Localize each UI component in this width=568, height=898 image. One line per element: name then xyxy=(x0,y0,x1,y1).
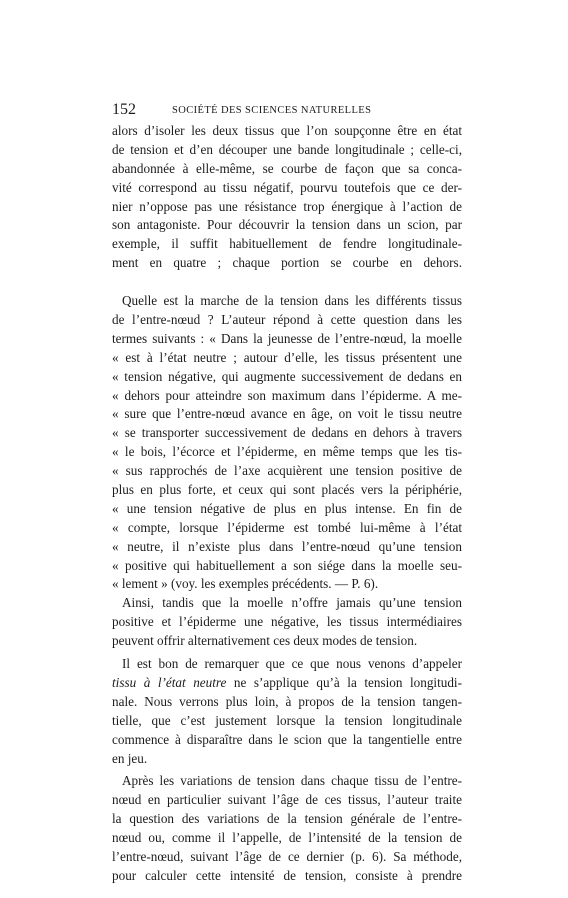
text-line: « compte, lorsque l’épiderme est tombé lui-même à l’état xyxy=(112,519,462,535)
text-line: nale. Nous verrons plus loin, à propos de la tension tangen- xyxy=(112,693,462,709)
text-line: l’entre-nœud, suivant l’âge de ce dernier (p. 6). Sa méthode, xyxy=(112,848,462,864)
text-fragment: ne s’applique qu’à la tension longitudi- xyxy=(226,674,462,690)
text-line: Ainsi, tandis que la moelle n’offre jamais qu’une tension xyxy=(122,595,462,611)
page-header xyxy=(112,100,462,122)
text-line: abandonnée à elle-même, se courbe de façon que sa conca- xyxy=(112,160,462,176)
text-line: peuvent offrir alternativement ces deux modes de tension. xyxy=(112,633,418,649)
text-line: son antagoniste. Pour découvrir la tension dans un scion, par xyxy=(112,217,462,233)
text-line: commence à disparaître dans le scion que la tangentielle entre xyxy=(112,731,462,747)
italic-term: tissu à l’état neutre xyxy=(112,674,227,690)
paragraph-3 xyxy=(112,594,462,651)
text-line: tielle, que c’est justement lorsque la tension longitudinale xyxy=(112,712,462,728)
text-line: « positive qui habituellement a son siége dans la moelle seu- xyxy=(112,557,462,573)
text-line: termes suivants : « Dans la jeunesse de l’entre-nœud, la moelle xyxy=(112,330,462,346)
text-line: nœud en particulier suivant l’âge de ces tissus, l’auteur traite xyxy=(112,792,462,808)
paragraph-1 xyxy=(112,122,462,273)
text-line: Après les variations de tension dans chaque tissu de l’entre- xyxy=(122,773,462,789)
paragraph-separator xyxy=(112,273,462,292)
paragraph-4 xyxy=(112,655,462,768)
text-line: « lement » (voy. les exemples précédents. — P. 6). xyxy=(112,576,379,592)
text-line: Il est bon de remarquer que ce que nous venons d’appeler xyxy=(122,656,462,672)
text-line: de tension et d’en découper une bande longitudinale ; celle-ci, xyxy=(112,141,462,157)
text-line: nœud ou, comme il l’appelle, de l’intensité de la tension de xyxy=(112,830,462,846)
text-line: alors d’isoler les deux tissus que l’on soupçonne être en état xyxy=(112,123,462,138)
page-number: 152 xyxy=(112,101,136,118)
paragraph-2 xyxy=(112,292,462,594)
text-line: « tension négative, qui augmente successivement de dedans en xyxy=(112,368,462,384)
text-line: « sure que l’entre-nœud avance en âge, on voit le tissu neutre xyxy=(112,406,462,422)
text-line: ment en quatre ; chaque portion se courbe en dehors. xyxy=(112,255,462,271)
text-line: « sus rapprochés de l’axe acquièrent une tension positive de xyxy=(112,463,462,479)
text-line: plus en plus forte, et ceux qui sont placés vers la périphérie, xyxy=(112,482,462,498)
text-line: de l’entre-nœud ? L’auteur répond à cette question dans les xyxy=(112,312,462,328)
text-line: exemple, il suffit habituellement de fendre longitudinale- xyxy=(112,236,462,252)
running-head: SOCIÉTÉ DES SCIENCES NATURELLES xyxy=(172,105,372,116)
text-line-with-italic xyxy=(112,674,462,693)
text-line: en jeu. xyxy=(112,750,148,766)
text-line: positive et l’épiderme une négative, les tissus intermédiaires xyxy=(112,614,462,630)
text-line: « une tension négative de plus en plus intense. En fin de xyxy=(112,500,462,516)
text-line: vité correspond au tissu négatif, pourvu toutefois que ce der- xyxy=(112,179,462,195)
text-line: « le bois, l’écorce et l’épiderme, en même temps que les tis- xyxy=(112,444,462,460)
paragraph-5 xyxy=(112,772,462,885)
text-line: nier n’oppose pas une résistance trop énergique à l’action de xyxy=(112,198,462,214)
text-line: la question des variations de la tension générale de l’entre- xyxy=(112,811,462,827)
text-line: Quelle est la marche de la tension dans les différents tissus xyxy=(122,293,462,309)
text-line: « se transporter successivement de dedans en dehors à travers xyxy=(112,425,462,441)
text-line: « est à l’état neutre ; autour d’elle, les tissus présentent une xyxy=(112,349,462,365)
text-line: pour calculer cette intensité de tension, consiste à prendre xyxy=(112,867,462,883)
text-line: « neutre, il n’existe plus dans l’entre-nœud qu’une tension xyxy=(112,538,462,554)
book-page xyxy=(112,100,462,886)
text-line: « dehors pour atteindre son maximum dans l’épiderme. A me- xyxy=(112,387,462,403)
